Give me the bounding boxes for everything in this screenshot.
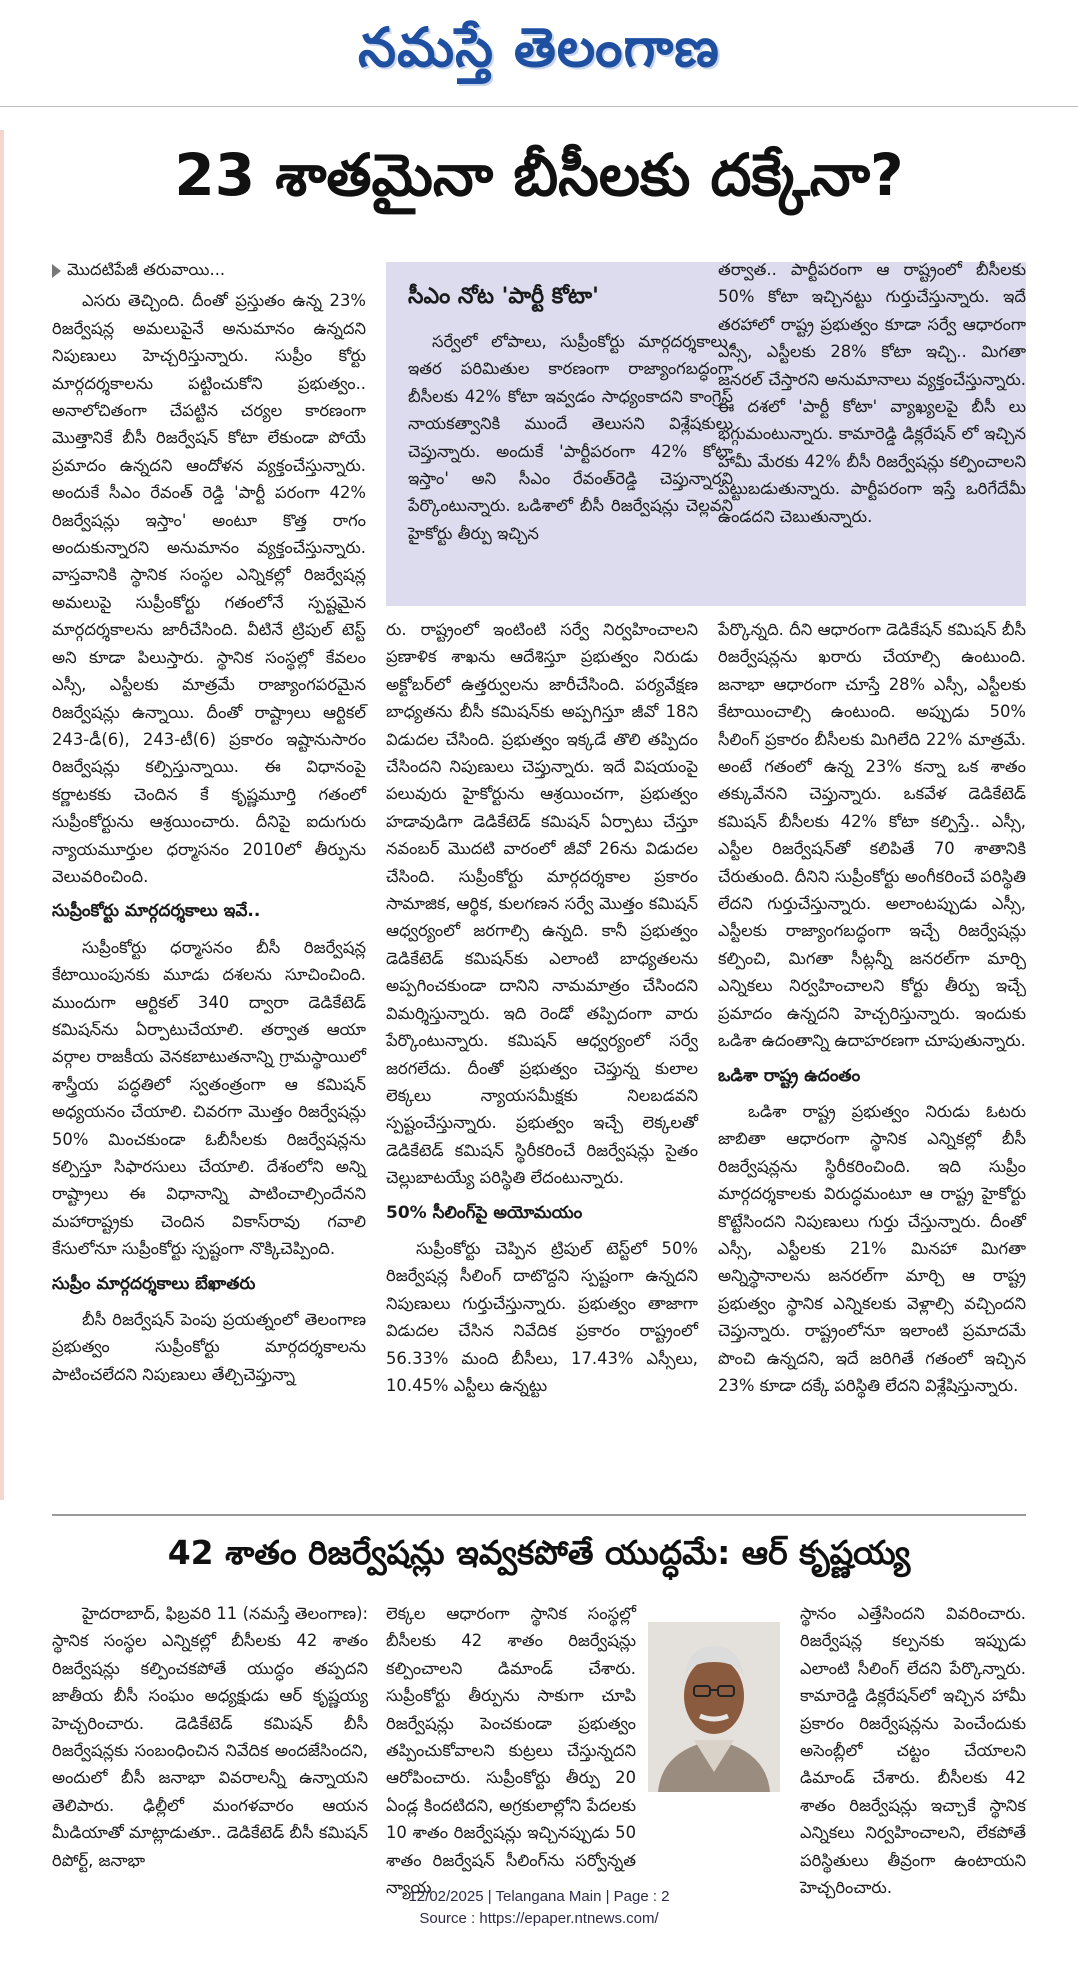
paragraph: హైదరాబాద్, ఫిబ్రవరి 11 (నమస్తే తెలంగాణ): స్థానిక సంస్థల ఎన్నికల్లో బీసీలకు 42 శాతం రిజర్వేషన్లు కల్పించకపోతే యుద్ధం తప్పదని జాతీయ బీసీ సంఘం అధ్యక్షుడు ఆర్ కృష్ణయ్య హెచ్చరించారు. డెడికేటెడ్ కమిషన్ బీసీ రిజర్వేషన్లకు సంబంధించిన నివేదిక అందజేసిందని, అందులో బీసీ జనాభా వివరాలన్నీ ఉన్నాయని తెలిపారు. ఢిల్లీలో మంగళవారం ఆయన మీడియాతో మాట్లాడుతూ.. డెడికేటెడ్ బీసీ కమిషన్ రిపోర్ట్, జనాభా <box>52 1604 368 1870</box>
box-title: సీఎం నోట 'పార్టీ కోటా' <box>408 284 599 309</box>
paragraph: సుప్రీంకోర్టు చెప్పిన ట్రిపుల్ టెస్ట్‌లో 50% రిజర్వేషన్ల సీలింగ్ దాటొద్దని స్పష్టంగా ఉన్నదని నిపుణులు గుర్తుచేస్తున్నారు. ప్రభుత్వం తాజాగా విడుదల చేసిన నివేదిక ప్రకారం రాష్ట్రంలో 56.33% మంది బీసీలు, 17.43% ఎస్సీలు, 10.45% ఎస్టీలు ఉన్నట్టు <box>386 1238 698 1395</box>
footer-source-line: Source : https://epaper.ntnews.com/ <box>419 1910 659 1927</box>
paragraph: బీసీ రిజర్వేషన్ పెంపు ప్రయత్నంలో తెలంగాణ ప్రభుత్వం సుప్రీంకోర్టు మార్గదర్శకాలను పాటించలేదని నిపుణులు తేల్చిచెప్తున్నా <box>52 1310 366 1384</box>
story1-column-1 <box>52 256 366 1502</box>
subheading: 50% సీలింగ్‌పై అయోమయం <box>386 1202 583 1223</box>
paragraph: తర్వాత.. పార్టీపరంగా ఆ రాష్ట్రంలో బీసీలకు 50% కోటా ఇచ్చినట్టు గుర్తుచేస్తున్నారు. ఇదే తరహాలో రాష్ట్ర ప్రభుత్వం కూడా సర్వే ఆధారంగా ఎస్సీ, ఎస్టీలకు 28% కోటా ఇచ్చి.. మిగతా జనరల్ చేస్తారని అనుమానాలు వ్యక్తంచేస్తున్నారు. ఈ దశలో 'పార్టీ కోటా' వ్యాఖ్యలపై బీసీ లు భగ్గుమంటున్నారు. కామారెడ్డి డిక్లరేషన్ లో ఇచ్చిన హామీ మేరకు 42% బీసీ రిజర్వేషన్లు కల్పించాలని పట్టుబడుతున్నారు. పార్టీపరంగా ఇస్తే ఒరిగేదేమీ ఉండదని చెబుతున్నారు. <box>718 260 1026 526</box>
paragraph: ఎసరు తెచ్చింది. దీంతో ప్రస్తుతం ఉన్న 23% రిజర్వేషన్ల అమలుపైనే అనుమానం ఉన్నదని నిపుణులు హెచ్చరిస్తున్నారు. సుప్రీం కోర్టు మార్గదర్శకాలను పట్టించుకోని ప్రభుత్వం.. అనాలోచితంగా చేపట్టిన చర్యల కారణంగా మొత్తానికే బీసీ రిజర్వేషన్ కోటా లేకుండా పోయే ప్రమాదం ఉన్నదని ఆందోళన వ్యక్తంచేస్తున్నారు. అందుకే సీఎం రేవంత్ రెడ్డి 'పార్టీ పరంగా 42% రిజర్వేషన్లు ఇస్తాం' అంటూ కొత్త రాగం అందుకున్నారని అనుమానం వ్యక్తంచేస్తున్నారు. వాస్తవానికి స్థానిక సంస్థల ఎన్నికల్లో రిజర్వేషన్ల అమలుపై సుప్రీంకోర్టు గతంలోనే స్పష్టమైన మార్గదర్శకాలను జారీచేసింది. వీటినే ట్రిపుల్ టెస్ట్ అని కూడా పిలుస్తారు. స్థానిక సంస్థల్లో కేవలం ఎస్సీ, ఎస్టీలకు మాత్రమే రాజ్యాంగపరమైన రిజర్వేషన్లు ఉన్నాయి. దీంతో రాష్ట్రాలు ఆర్టికల్ 243-డీ(6), 243-టీ(6) ప్రకారం ఇష్టానుసారం రిజర్వేషన్లు కల్పిస్తున్నాయి. ఈ విధానంపై కర్ణాటకకు చెందిన కే కృష్ణమూర్తి గతంలో సుప్రీంకోర్టును ఆశ్రయించారు. దీనిపై ఐదుగురు న్యాయమూర్తుల ధర్మాసనం 2010లో తీర్పును వెలువరించింది. <box>52 291 366 886</box>
subheading: ఒడిశా రాష్ట్ర ఉదంతం <box>718 1065 861 1086</box>
paragraph: పేర్కొన్నది. దీని ఆధారంగా డెడికేషన్ కమిషన్ బీసీ రిజర్వేషన్లను ఖరారు చేయాల్సి ఉంటుంది. జనాభా ఆధారంగా చూస్తే 28% ఎస్సీ, ఎస్టీలకు కేటాయించాల్సి ఉంటుంది. అప్పుడు 50% సీలింగ్ ప్రకారం బీసీలకు మిగిలేది 22% మాత్రమే. అంటే గతంలో ఉన్న 23% కన్నా ఒక శాతం తక్కువేనని చెప్తున్నారు. ఒకవేళ డెడికేటెడ్ కమిషన్ బీసీలకు 42% కోటా కల్పిస్తే.. ఎస్సీ, ఎస్టీల రిజర్వేషన్‌తో కలిపితే 70 శాతానికి చేరుతుంది. దీనిని సుప్రీంకోర్టు అంగీకరించే పరిస్థితి లేదని గుర్తుచేస్తున్నారు. అలాంటప్పుడు ఎస్సీ, ఎస్టీలకు రాజ్యాంగబద్ధంగా ఇచ్చే రిజర్వేషన్లు కల్పించి, మిగతా సీట్లన్నీ జనరల్‌గా మార్చి ఎన్నికలు నిర్వహించాలని కోర్టు తీర్పు ఇచ్చే ప్రమాదం ఉన్నదని హెచ్చరిస్తున్నారు. ఇందుకు ఒడిశా ఉదంతాన్ని ఉదాహరణగా చూపుతున్నారు. <box>718 620 1026 1051</box>
story1-column-2 <box>386 616 698 1502</box>
masthead <box>0 0 1078 106</box>
story1-column-3-top <box>718 256 1026 606</box>
subheading: సుప్రీంకోర్టు మార్గదర్శకాలు ఇవే.. <box>52 901 261 922</box>
story2-column-3 <box>800 1600 1026 1898</box>
box-text: సర్వేలో లోపాలు, సుప్రీంకోర్టు మార్గదర్శకాలు, ఇతర పరిమితుల కారణంగా రాజ్యాంగబద్ధంగా బీసీలకు 42% కోటా ఇవ్వడం సాధ్యంకాదని కాంగ్రెస్ నాయకత్వానికి ముందే తెలుసని విశ్లేషకులు చెప్తున్నారు. అందుకే 'పార్టీపరంగా 42% కోటా ఇస్తాం' అని సీఎం రేవంత్‌రెడ్డి చెప్తున్నారని పేర్కొంటున్నారు. ఒడిశాలో బీసీ రిజర్వేషన్లు చెల్లవని హైకోర్టు తీర్పు ఇచ్చిన <box>408 332 733 543</box>
story2-headline: 42 శాతం రిజర్వేషన్లు ఇవ్వకపోతే యుద్ధమే: ఆర్ కృష్ణయ్య <box>167 1533 911 1572</box>
newspaper-logo: నమస్తే తెలంగాణ <box>358 15 720 79</box>
paragraph: రు. రాష్ట్రంలో ఇంటింటి సర్వే నిర్వహించాలని ప్రణాళిక శాఖను ఆదేశిస్తూ ప్రభుత్వం నిరుడు అక్టోబర్‌లో ఉత్తర్వులను జారీచేసింది. పర్యవేక్షణ బాధ్యతను బీసీ కమిషన్‌కు అప్పగిస్తూ జీవో 18ని విడుదల చేసింది. ప్రభుత్వం ఇక్కడే తొలి తప్పిదం చేసిందని నిపుణులు చెప్తున్నారు. ఇదే విషయంపై పలువురు హైకోర్టును ఆశ్రయించగా, ప్రభుత్వం హడావుడిగా డెడికేటెడ్ కమిషన్ ఏర్పాటు చేస్తూ నవంబర్ మొదటి వారంలో జీవో 26ను విడుదల చేసింది. సుప్రీంకోర్టు మార్గదర్శకాల ప్రకారం సామాజిక, ఆర్థిక, కులగణన సర్వే మొత్తం కమిషన్ ఆధ్వర్యంలో జరగాల్సి ఉన్నది. కానీ ప్రభుత్వం డెడికేటెడ్ కమిషన్‌కు ఎలాంటి బాధ్యతలను అప్పగించకుండా దానిని నామమాత్రం చేసిందని విమర్శిస్తున్నారు. ఇది రెండో తప్పిదంగా వారు పేర్కొంటున్నారు. కమిషన్ ఆధ్వర్యంలో సర్వే జరగలేదు. దీంతో ప్రభుత్వం చెప్తున్న కులాల లెక్కలు న్యాయసమీక్షకు నిలబడవని స్పష్టంచేస్తున్నారు. ప్రభుత్వం ఇచ్చే లెక్కలతో డెడికేటెడ్ కమిషన్ స్థిరీకరించే రిజర్వేషన్లు సైతం చెల్లుబాటయ్యే పరిస్థితి లేదంటున్నారు. <box>386 620 698 1188</box>
paragraph: లెక్కల ఆధారంగా స్థానిక సంస్థల్లో బీసీలకు 42 శాతం రిజర్వేషన్లు కల్పించాలని డిమాండ్ చేశారు. సుప్రీంకోర్టు తీర్పును సాకుగా చూపి రిజర్వేషన్లు పెంచకుండా ప్రభుత్వం తప్పించుకోవాలని కుట్రలు చేస్తున్నదని ఆరోపించారు. సుప్రీంకోర్టు తీర్పు 20 ఏండ్ల కిందటిదని, అగ్రకులాల్లోని పేదలకు 10 శాతం రిజర్వేషన్లు ఇచ్చినప్పుడు 50 శాతం రిజర్వేషన్ సీలింగ్‌ను సర్వోన్నత న్యాయ <box>386 1604 636 1898</box>
paragraph: స్థానం ఎత్తేసిందని వివరించారు. రిజర్వేషన్ల కల్పనకు ఇప్పుడు ఎలాంటి సీలింగ్ లేదని పేర్కొన్నారు. కామారెడ్డి డిక్లరేషన్‌లో ఇచ్చిన హామీ ప్రకారం రిజర్వేషన్లను పెంచేందుకు అసెంబ్లీలో చట్టం చేయాలని డిమాండ్ చేశారు. బీసీలకు 42 శాతం రిజర్వేషన్లు ఇచ్చాకే స్థానిక ఎన్నికలు నిర్వహించాలని, లేకపోతే పరిస్థితులు తీవ్రంగా ఉంటాయని హెచ్చరించారు. <box>800 1604 1026 1898</box>
story1-headline: 23 శాతమైనా బీసీలకు దక్కేనా? <box>174 141 904 209</box>
story2-column-1 <box>52 1600 368 1870</box>
footer-date-line: 12/02/2025 | Telangana Main | Page : 2 <box>408 1888 670 1905</box>
arrow-right-icon <box>52 264 61 278</box>
subheading: సుప్రీం మార్గదర్శకాలు బేఖాతరు <box>52 1273 256 1294</box>
person-portrait-icon <box>648 1622 780 1792</box>
continued-label: మొదటిపేజీ తరువాయి... <box>52 256 366 283</box>
paragraph: సుప్రీంకోర్టు ధర్మాసనం బీసీ రిజర్వేషన్ల కేటాయింపునకు మూడు దశలను సూచించింది. ముందుగా ఆర్టికల్ 340 ద్వారా డెడికేటెడ్ కమిషన్‌ను ఏర్పాటుచేయాలి. తర్వాత ఆయా వర్గాల రాజకీయ వెనకబాటుతనాన్ని గ్రామస్థాయిలో శాస్త్రీయ పద్ధతిలో స్వతంత్రంగా ఆ కమిషన్ అధ్యయనం చేయాలి. చివరగా మొత్తం రిజర్వేషన్లు 50% మించకుండా ఓబీసీలకు రిజర్వేషన్లను కల్పిస్తూ సిఫారసులు చేయాలి. దేశంలోని అన్ని రాష్ట్రాలు ఈ విధానాన్ని పాటించాల్సిందేనని మహారాష్ట్రకు చెందిన వికాస్‌రావు గవాలి కేసులోనూ సుప్రీంకోర్టు స్పష్టంగా నొక్కిచెప్పింది. <box>52 937 366 1259</box>
story1-column-3 <box>718 616 1026 1502</box>
portrait-photo <box>648 1622 780 1792</box>
paragraph: ఒడిశా రాష్ట్ర ప్రభుత్వం నిరుడు ఓటరు జాబితా ఆధారంగా స్థానిక ఎన్నికల్లో బీసీ రిజర్వేషన్లను స్థిరీకరించింది. ఇది సుప్రీం మార్గదర్శకాలకు విరుద్ధమంటూ ఆ రాష్ట్ర హైకోర్టు కొట్టేసిందని నిపుణులు గుర్తు చేస్తున్నారు. దీంతో ఎస్సీ, ఎస్టీలకు 21% మినహా మిగతా అన్నిస్థానాలను జనరల్‌గా మార్చి ఆ రాష్ట్ర ప్రభుత్వం స్థానిక ఎన్నికలకు వెళ్లాల్సి వచ్చిందని చెప్తున్నారు. రాష్ట్రంలోనూ ఇలాంటి ప్రమాదమే పొంచి ఉన్నదని, ఇదే జరిగితే గతంలో ఇచ్చిన 23% కూడా దక్కే పరిస్థితి లేదని విశ్లేషిస్తున్నారు. <box>718 1101 1026 1395</box>
story-divider <box>52 1514 1026 1516</box>
masthead-rule <box>0 106 1078 107</box>
page-edge-strip <box>0 130 4 1500</box>
